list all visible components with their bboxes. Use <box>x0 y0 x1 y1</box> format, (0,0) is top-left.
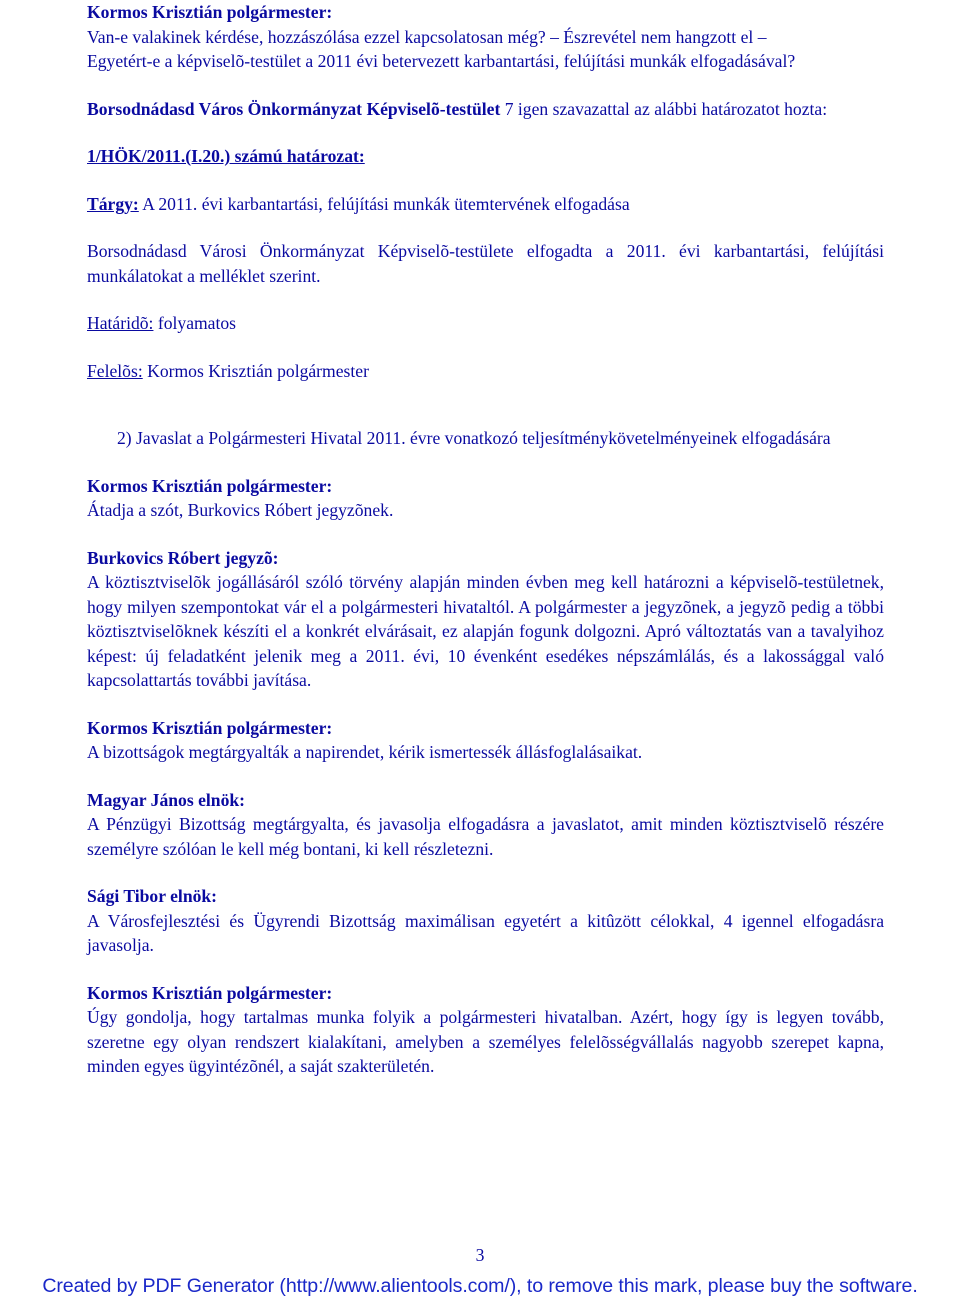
speaker-name: Kormos Krisztián polgármester: <box>87 982 333 1003</box>
speech-text: Egyetért-e a képviselõ-testület a 2011 évi betervezett karbantartási, felújítási munkák elfogadásával? <box>87 51 796 71</box>
resolution-number: 1/HÖK/2011.(I.20.) számú határozat: <box>87 146 365 166</box>
responsible-text: Kormos Krisztián polgármester <box>142 360 369 381</box>
speech-text: A bizottságok megtárgyalták a napirendet, kérik ismertessék állásfoglalásaikat. <box>87 742 643 762</box>
speaker-name: Burkovics Róbert jegyzõ: <box>87 547 279 568</box>
generator-watermark: Created by PDF Generator (http://www.alientools.com/), to remove this mark, please buy the software. <box>42 1275 918 1297</box>
speech-block <box>87 884 884 958</box>
speaker-name: Kormos Krisztián polgármester: <box>87 2 333 22</box>
document-page <box>87 0 884 1079</box>
speech-block <box>87 474 884 523</box>
speech-text: A Városfejlesztési és Ügyrendi Bizottság maximálisan egyetért a kitûzött célokkal, 4 igennel elfogadásra javasolja. <box>87 910 884 955</box>
vote-text: 7 igen szavazattal az alábbi határozatot hozta: <box>500 98 828 119</box>
speech-text: A Pénzügyi Bizottság megtárgyalta, és javasolja elfogadásra a javaslatot, amit minden köztisztviselõ részére személyre szólóan le kell még bontani, ki kell részletezni. <box>87 814 884 859</box>
speech-block <box>87 716 884 765</box>
deadline-text: folyamatos <box>153 313 237 333</box>
resolution-text: Borsodnádasd Városi Önkormányzat Képviselõ-testülete elfogadta a 2011. évi karbantartási, felújítási munkálatokat a melléklet szerint. <box>87 241 884 286</box>
responsible-line <box>87 359 884 384</box>
page-number: 3 <box>475 1245 485 1265</box>
speech-text: Átadja a szót, Burkovics Róbert jegyzõnek. <box>87 500 394 520</box>
deadline-line <box>87 311 884 336</box>
speaker-name: Kormos Krisztián polgármester: <box>87 475 333 496</box>
subject-label: Tárgy: <box>87 193 139 214</box>
speech-text: Úgy gondolja, hogy tartalmas munka folyik a polgármesteri hivatalban. Azért, hogy így is legyen tovább, szeretne egy olyan rendszert kialakítani, amelyben a személyes felelõsségvállalás nagyobb szerepet kapna, minden egyes ügyintézõnél, a saját szakterületén. <box>87 1007 884 1076</box>
speaker-name: Magyar János elnök: <box>87 789 246 810</box>
council-name: Borsodnádasd Város Önkormányzat Képviselõ-testület <box>87 98 501 119</box>
speech-block <box>87 0 884 74</box>
subject-line <box>87 192 884 217</box>
speech-text: Van-e valakinek kérdése, hozzászólása ezzel kapcsolatosan még? – Észrevétel nem hangzott el – <box>87 26 767 47</box>
speech-block <box>87 546 884 693</box>
agenda-item: 2) Javaslat a Polgármesteri Hivatal 2011. évre vonatkozó teljesítménykövetelményeinek elfogadására <box>117 428 831 448</box>
subject-text: A 2011. évi karbantartási, felújítási munkák ütemtervének elfogadása <box>138 193 630 214</box>
speech-block <box>87 981 884 1079</box>
speech-text: A köztisztviselõk jogállásáról szóló törvény alapján minden évben meg kell határozni a képviselõ-testületnek, hogy milyen szempontokat vár el a polgármesteri hivataltól. A polgármester a jegyzõnek, a jegyzõ pedig a többi köztisztviselõknek készíti el a konkrét elvárásait, ez alapján fogunk dolgozni. Apró változtatás van a tavalyihoz képest: új feladatként jelenik meg a 2011. évi, 10 évenként esedékes népszámlálás, és a lakossággal való kapcsolattartás további javítása. <box>87 572 884 690</box>
speaker-name: Sági Tibor elnök: <box>87 886 218 906</box>
speaker-name: Kormos Krisztián polgármester: <box>87 717 333 738</box>
resolution-intro <box>87 97 884 122</box>
speech-block <box>87 788 884 862</box>
deadline-label: Határidõ: <box>87 313 154 333</box>
responsible-label: Felelõs: <box>87 360 143 381</box>
